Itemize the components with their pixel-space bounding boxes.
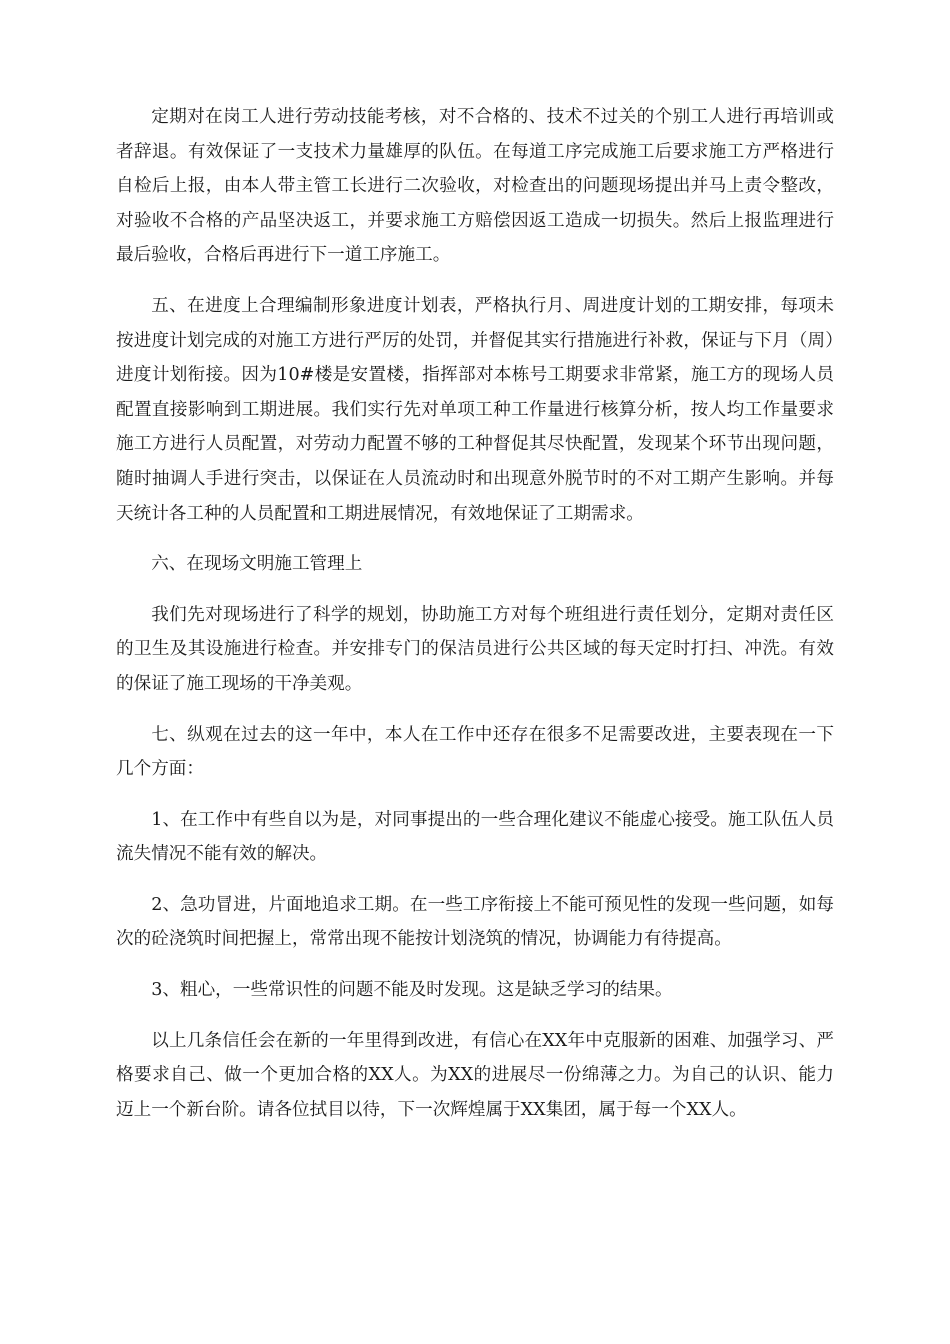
- list-item-3: 3、粗心，一些常识性的问题不能及时发现。这是缺乏学习的结果。: [151, 980, 673, 1001]
- document-body: [116, 100, 834, 1143]
- list-item-1: 1、在工作中有些自以为是，对同事提出的一些合理化建议不能虚心接受。施工队伍人员流失情况不能有效的解决。: [116, 809, 834, 865]
- paragraph-shortcomings-intro: 七、纵观在过去的这一年中，本人在工作中还存在很多不足需要改进，主要表现在一下几个方面：: [116, 724, 834, 780]
- paragraph-schedule-management: 五、在进度上合理编制形象进度计划表，严格执行月、周进度计划的工期安排，每项未按进度计划完成的对施工方进行严厉的处罚，并督促其实行措施进行补救，保证与下月（周）进度计划衔接。因为10#楼是安置楼，指挥部对本栋号工期要求非常紧，施工方的现场人员配置直接影响到工期进展。我们实行先对单项工种工作量进行核算分析，按人均工作量要求施工方进行人员配置，对劳动力配置不够的工种督促其尽快配置，发现某个环节出现问题，随时抽调人手进行突击，以保证在人员流动时和出现意外脱节时的不对工期产生影响。并每天统计各工种的人员配置和工期进展情况，有效地保证了工期需求。: [116, 295, 834, 524]
- list-item-2: 2、急功冒进，片面地追求工期。在一些工序衔接上不能可预见性的发现一些问题，如每次的砼浇筑时间把握上，常常出现不能按计划浇筑的情况，协调能力有待提高。: [116, 894, 834, 950]
- paragraph-site-planning: 我们先对现场进行了科学的规划，协助施工方对每个班组进行责任划分，定期对责任区的卫生及其设施进行检查。并安排专门的保洁员进行公共区域的每天定时打扫、冲洗。有效的保证了施工现场的干净美观。: [116, 604, 834, 694]
- paragraph-quality-inspection: 定期对在岗工人进行劳动技能考核，对不合格的、技术不过关的个别工人进行再培训或者辞退。有效保证了一支技术力量雄厚的队伍。在每道工序完成施工后要求施工方严格进行自检后上报，由本人带主管工长进行二次验收，对检查出的问题现场提出并马上责令整改，对验收不合格的产品坚决返工，并要求施工方赔偿因返工造成一切损失。然后上报监理进行最后验收，合格后再进行下一道工序施工。: [116, 107, 834, 266]
- paragraph-conclusion: 以上几条信任会在新的一年里得到改进，有信心在XX年中克服新的困难、加强学习、严格要求自己、做一个更加合格的XX人。为XX的进展尽一份绵薄之力。为自己的认识、能力迈上一个新台阶。请各位拭目以待，下一次辉煌属于XX集团，属于每一个XX人。: [116, 1030, 834, 1120]
- section-heading-civilized-construction: 六、在现场文明施工管理上: [151, 554, 363, 575]
